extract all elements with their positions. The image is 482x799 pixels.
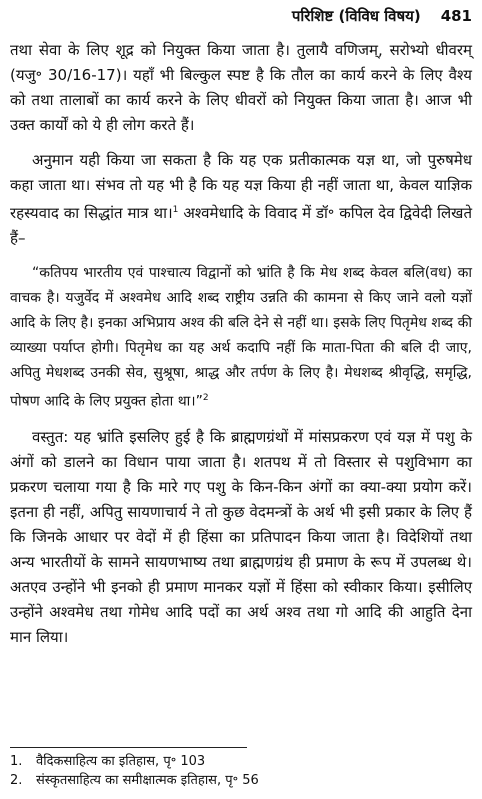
footnote-divider <box>10 747 247 748</box>
footnote-1 <box>10 752 472 771</box>
page-number: 481 <box>440 7 472 25</box>
footnotes <box>10 752 472 790</box>
footnote-number: 1. <box>10 754 23 769</box>
footnote-2 <box>10 771 472 790</box>
footnote-text: संस्कृतसाहित्य का समीक्षात्मक इतिहास, पृ॰ 56 <box>36 773 259 788</box>
quotation <box>10 261 472 415</box>
paragraph-2 <box>10 148 472 251</box>
body-text <box>10 38 472 660</box>
paragraph-1: तथा सेवा के लिए शूद्र को नियुक्त किया जाता है। तुलायै वणिजम्, सरोभ्यो धीवरम् (यजु॰ 30/16-17)। यहाँ भी बिल्कुल स्पष्ट है कि तौल का कार्य करने के लिए वैश्य को तथा तालाबों का कार्य करने के लिए धीवरों को नियुक्त किया जाता है। आज भी उक्त कार्यों को ये ही लोग करते हैं। <box>10 41 472 134</box>
footnote-number: 2. <box>10 773 23 788</box>
footnote-text: वैदिकसाहित्य का इतिहास, पृ॰ 103 <box>36 754 206 769</box>
footnote-ref-1: 1 <box>172 205 179 215</box>
page-header <box>292 6 472 26</box>
running-title: परिशिष्ट (विविध विषय) <box>291 7 421 25</box>
paragraph-3: वस्तुत: यह भ्रांति इसलिए हुई है कि ब्राह्मणग्रंथों में मांसप्रकरण एवं यज्ञ में पशु के अंगों को डालने का विधान पाया जाता है। शतपथ में तो विस्तार से पशुविभाग का प्रकरण चलाया गया है कि मारे गए पशु के किन-किन अंगों का क्या-क्या प्रयोग करें। इतना ही नहीं, अपितु सायणाचार्य ने तो कुछ वेदमन्त्रों के अर्थ भी इसी प्रकार के लिए हैं कि जिनके आधार पर वेदों में ही हिंसा का प्रतिपादन किया जाता है। विदेशियों तथा अन्य भारतीयों के सामने सायणभाष्य तथा ब्राह्मणग्रंथ ही प्रमाण के रूप में उपलब्ध थे। अतएव उन्होंने भी इनको ही प्रमाण मानकर यज्ञों में हिंसा को स्वीकार किया। इसीलिए उन्होंने अश्वमेध तथा गोमेध आदि पदों का अर्थ अश्व तथा गो आदि की आहुति देना मान लिया। <box>10 427 472 646</box>
quotation-text: “कतिपय भारतीय एवं पाश्चात्य विद्वानों को भ्रांति है कि मेध शब्द केवल बलि(वध) का वाचक है। यजुर्वेद में अश्वमेध आदि शब्द राष्ट्रीय उन्नति की कामना से किए जाने वलो यज्ञों आदि के लिए है। इनका अभिप्राय अश्व की बलि देने से नहीं था। इसके लिए पितृमेध शब्द की व्याख्या पर्याप्त होगी। पितृमेध का यह अर्थ कदापि नहीं कि माता-पिता की बलि दी जाए, अपितु मेधशब्द उनकी सेव, सुश्रूषा, श्राद्ध और तर्पण के लिए है। मेधशब्द श्रीवृद्धि, समृद्धि, पोषण आदि के लिए प्रयुक्त होता था।” <box>10 265 472 410</box>
footnote-ref-2: 2 <box>202 393 209 403</box>
paragraph-2-text: अनुमान यही किया जा सकता है कि यह एक प्रतीकात्मक यज्ञ था, जो पुरुषमेध कहा जाता था। संभव तो यह भी है कि यह यज्ञ किया ही नहीं जाता था, केवल याज्ञिक रहस्यवाद का सिद्धांत मात्र था। <box>10 151 472 222</box>
paragraph-2-cont: अश्वमेधादि के विवाद में डॉ॰ कपिल देव द्विवेदी लिखते हैं– <box>10 204 472 247</box>
